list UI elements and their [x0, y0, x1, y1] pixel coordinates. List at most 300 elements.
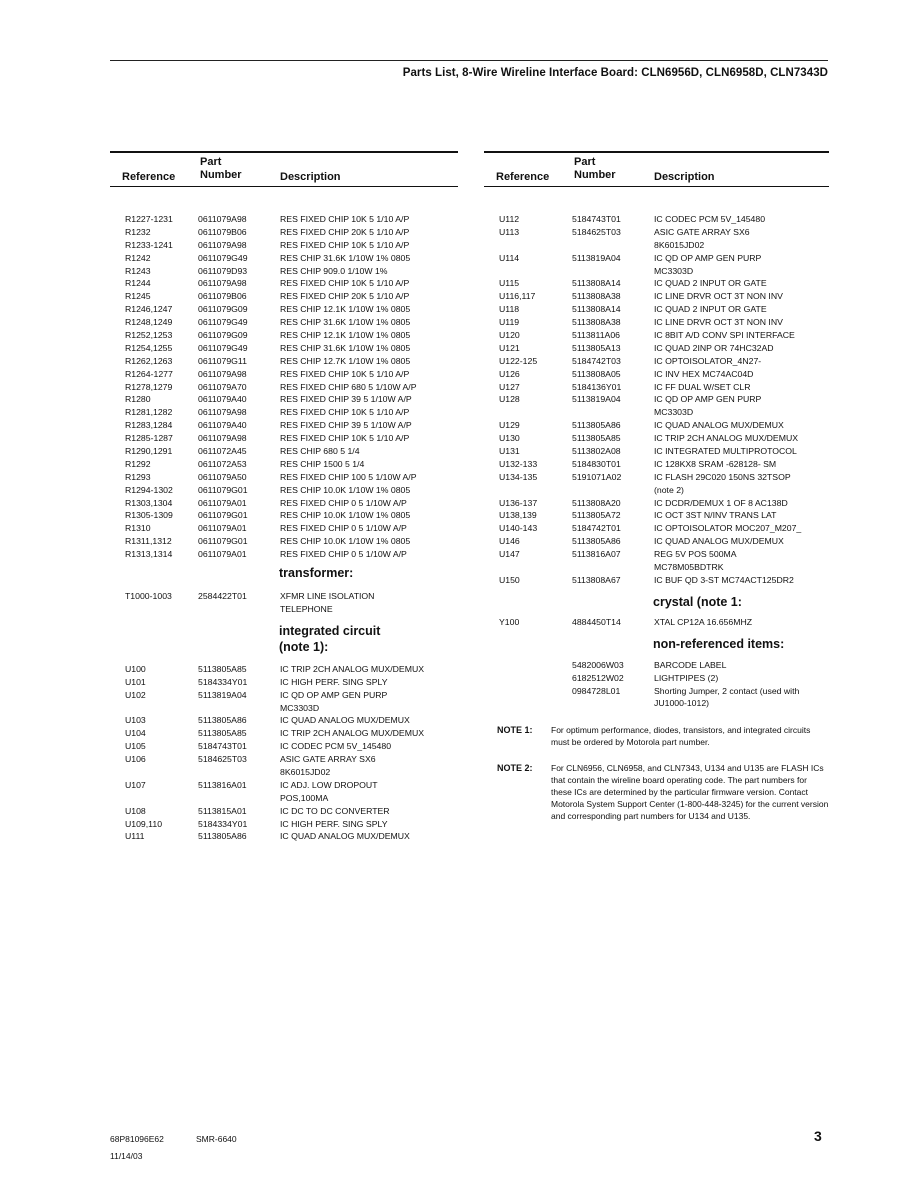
parts-row	[110, 497, 458, 510]
description-cell: RES CHIP 10.0K 1/10W 1% 0805	[280, 484, 411, 495]
footer-document-number: 68P81096E62	[110, 1134, 164, 1144]
description-cell: IC CODEC PCM 5V_145480	[280, 741, 392, 752]
description-cell: IC FLASH 29C020 150NS 32TSOP	[654, 471, 791, 482]
reference-cell: R1285-1287	[125, 433, 173, 444]
part-number-cell: 0611079A01	[198, 523, 247, 534]
reference-cell: U107	[125, 779, 146, 790]
resistor-list	[110, 213, 458, 561]
part-number-cell: 0611079A01	[198, 549, 247, 560]
description-cell: MC3303D	[654, 407, 694, 418]
parts-row	[484, 432, 829, 445]
reference-cell: R1283,1284	[125, 420, 173, 431]
column-header-rule-bottom	[110, 186, 458, 187]
part-number-cell: 5113819A04	[572, 252, 621, 263]
description-cell: IC INV HEX MC74AC04D	[654, 368, 754, 379]
parts-row	[110, 252, 458, 265]
part-number-cell: 5113808A67	[572, 574, 621, 585]
reference-cell: U127	[499, 381, 520, 392]
reference-cell: U104	[125, 728, 146, 739]
reference-cell: U115	[499, 278, 520, 289]
note-2	[484, 762, 829, 822]
note-1	[484, 724, 829, 748]
description-cell: IC QD OP AMP GEN PURP	[280, 689, 388, 700]
description-cell: IC HIGH PERF. SING SPLY	[280, 676, 388, 687]
reference-cell: Y100	[499, 616, 520, 627]
parts-row	[110, 393, 458, 406]
reference-cell: R1242	[125, 252, 151, 263]
parts-row	[110, 368, 458, 381]
part-number-cell: 0611079A98	[198, 278, 247, 289]
description-cell: IC QD OP AMP GEN PURP	[654, 252, 762, 263]
part-number-cell: 0611072A53	[198, 458, 247, 469]
reference-cell: U126	[499, 368, 520, 379]
part-number-cell: 5113805A13	[572, 342, 621, 353]
part-number-cell: 5113811A06	[572, 330, 620, 341]
note-1-text: For optimum performance, diodes, transistors, and integrated circuits must be ordered by Motorola part number.	[551, 725, 811, 748]
part-number-cell: 0611079G01	[198, 484, 248, 495]
parts-row	[110, 830, 458, 843]
description-cell: REG 5V POS 500MA	[654, 549, 737, 560]
description-cell: RES CHIP 31.6K 1/10W 1% 0805	[280, 317, 411, 328]
description-cell: RES FIXED CHIP 10K 5 1/10 A/P	[280, 239, 410, 250]
description-cell: IC TRIP 2CH ANALOG MUX/DEMUX	[280, 663, 425, 674]
part-number-cell: 5113805A85	[198, 728, 247, 739]
reference-cell: R1305-1309	[125, 510, 173, 521]
description-cell: 8K6015JD02	[654, 239, 705, 250]
description-cell: TELEPHONE	[280, 603, 333, 614]
parts-row	[110, 316, 458, 329]
parts-row	[484, 419, 829, 432]
part-number-cell: 0611079D93	[198, 265, 248, 276]
part-number-cell: 5113808A38	[572, 291, 621, 302]
parts-row	[484, 672, 829, 685]
description-cell: IC LINE DRVR OCT 3T NON INV	[654, 291, 783, 302]
description-cell: IC INTEGRATED MULTIPROTOCOL	[654, 446, 797, 457]
parts-row	[484, 497, 829, 510]
part-number-cell: 5113805A86	[198, 715, 247, 726]
parts-row	[110, 702, 458, 715]
description-cell: IC OPTOISOLATOR MOC207_M207_	[654, 523, 802, 534]
parts-row	[484, 659, 829, 672]
description-cell: RES FIXED CHIP 10K 5 1/10 A/P	[280, 214, 410, 224]
parts-row	[110, 432, 458, 445]
description-cell: RES CHIP 31.6K 1/10W 1% 0805	[280, 252, 411, 263]
reference-cell: U113	[499, 226, 520, 237]
parts-row	[484, 685, 829, 698]
left-parts-column	[110, 151, 458, 843]
header-description: Description	[654, 171, 715, 183]
description-cell: RES CHIP 10.0K 1/10W 1% 0805	[280, 510, 411, 521]
part-number-cell: 5113805A85	[572, 433, 621, 444]
reference-cell: U102	[125, 689, 146, 700]
parts-row	[110, 290, 458, 303]
part-number-cell: 5113808A14	[572, 278, 621, 289]
parts-row	[110, 419, 458, 432]
reference-cell: R1252,1253	[125, 330, 173, 341]
parts-row	[484, 342, 829, 355]
part-number-cell: 5482006W03	[572, 659, 624, 670]
reference-cell: U130	[499, 433, 520, 444]
reference-cell: U147	[499, 549, 520, 560]
reference-cell: U108	[125, 805, 146, 816]
header-part-number: Part Number	[574, 156, 616, 181]
part-number-cell: 5113808A14	[572, 304, 621, 315]
part-number-cell: 5113816A07	[572, 549, 621, 560]
parts-row	[110, 381, 458, 394]
description-cell: (note 2)	[654, 484, 684, 495]
part-number-cell: 4884450T14	[572, 616, 621, 627]
parts-row	[484, 290, 829, 303]
reference-cell: R1254,1255	[125, 342, 173, 353]
description-cell: IC BUF QD 3-ST MC74ACT125DR2	[654, 574, 794, 585]
parts-row	[110, 779, 458, 792]
description-cell: IC TRIP 2CH ANALOG MUX/DEMUX	[280, 728, 425, 739]
part-number-cell: 0611079G01	[198, 510, 248, 521]
part-number-cell: 0611079A50	[198, 471, 247, 482]
reference-cell: U140-143	[499, 523, 538, 534]
page-number: 3	[814, 1128, 822, 1144]
parts-row	[110, 766, 458, 779]
part-number-cell: 0611079G49	[198, 317, 248, 328]
parts-row	[484, 471, 829, 484]
parts-row	[110, 329, 458, 342]
reference-cell: R1245	[125, 291, 151, 302]
description-cell: IC QUAD ANALOG MUX/DEMUX	[280, 715, 410, 726]
description-cell: RES CHIP 12.1K 1/10W 1% 0805	[280, 330, 411, 341]
parts-row	[110, 590, 458, 603]
part-number-cell: 5184743T01	[572, 214, 621, 224]
part-number-cell: 0611079G49	[198, 252, 248, 263]
description-cell: XTAL CP12A 16.656MHZ	[654, 616, 753, 627]
part-number-cell: 0611079A40	[198, 420, 247, 431]
crystal-list	[484, 616, 829, 629]
parts-row	[484, 458, 829, 471]
parts-row	[484, 535, 829, 548]
part-number-cell: 5184743T01	[198, 741, 247, 752]
parts-row	[110, 355, 458, 368]
reference-cell: U119	[499, 317, 520, 328]
description-cell: IC QUAD 2 INPUT OR GATE	[654, 278, 767, 289]
part-number-cell: 0611079G09	[198, 330, 248, 341]
description-cell: ASIC GATE ARRAY SX6	[654, 226, 750, 237]
reference-cell: U116,117	[499, 291, 536, 302]
part-number-cell: 0611079A98	[198, 239, 247, 250]
reference-cell: U106	[125, 754, 146, 765]
description-cell: POS,100MA	[280, 792, 329, 803]
reference-cell: U101	[125, 676, 146, 687]
note-2-label: NOTE 2:	[497, 763, 533, 774]
ic-list-continued	[484, 213, 829, 587]
part-number-cell: 5113805A86	[572, 536, 621, 547]
reference-cell: R1233-1241	[125, 239, 173, 250]
reference-cell: U131	[499, 446, 520, 457]
header-description: Description	[280, 171, 341, 183]
part-number-cell: 0611079A40	[198, 394, 247, 405]
header-reference: Reference	[496, 171, 550, 183]
part-number-cell: 6182512W02	[572, 672, 624, 683]
reference-cell: U132-133	[499, 458, 538, 469]
reference-cell: U122-125	[499, 355, 538, 366]
parts-row	[110, 342, 458, 355]
description-cell: RES CHIP 680 5 1/4	[280, 446, 360, 457]
parts-row	[110, 689, 458, 702]
reference-cell: R1248,1249	[125, 317, 173, 328]
part-number-cell: 0611079A98	[198, 407, 247, 418]
header-reference: Reference	[122, 171, 176, 183]
section-integrated-circuit: integrated circuit (note 1):	[279, 623, 381, 654]
section-non-referenced-items: non-referenced items:	[653, 636, 785, 651]
description-cell: IC HIGH PERF. SING SPLY	[280, 818, 388, 829]
reference-cell: U114	[499, 252, 520, 263]
description-cell: IC CODEC PCM 5V_145480	[654, 214, 766, 224]
parts-row	[110, 548, 458, 561]
part-number-cell: 0611079A98	[198, 214, 247, 224]
parts-row	[110, 714, 458, 727]
parts-row	[484, 368, 829, 381]
reference-cell: R1293	[125, 471, 151, 482]
description-cell: IC FF DUAL W/SET CLR	[654, 381, 751, 392]
description-cell: RES FIXED CHIP 10K 5 1/10 A/P	[280, 278, 410, 289]
reference-cell: U128	[499, 394, 520, 405]
parts-row	[484, 226, 829, 239]
reference-cell: R1243	[125, 265, 151, 276]
reference-cell: U118	[499, 304, 520, 315]
parts-row	[110, 471, 458, 484]
parts-row	[484, 616, 829, 629]
parts-row	[110, 509, 458, 522]
section-crystal: crystal (note 1:	[653, 594, 742, 609]
description-cell: IC TRIP 2CH ANALOG MUX/DEMUX	[654, 433, 799, 444]
part-number-cell: 5113808A38	[572, 317, 621, 328]
parts-row	[110, 805, 458, 818]
parts-row	[484, 393, 829, 406]
parts-row	[484, 355, 829, 368]
non-referenced-list	[484, 659, 829, 711]
description-cell: RES FIXED CHIP 0 5 1/10W A/P	[280, 549, 407, 560]
reference-cell: R1303,1304	[125, 497, 173, 508]
description-cell: IC QUAD ANALOG MUX/DEMUX	[654, 536, 784, 547]
description-cell: IC QUAD 2INP OR 74HC32AD	[654, 342, 774, 353]
top-rule	[110, 60, 828, 61]
reference-cell: R1281,1282	[125, 407, 173, 418]
parts-row	[484, 316, 829, 329]
reference-cell: R1244	[125, 278, 151, 289]
parts-row	[110, 226, 458, 239]
description-cell: Shorting Jumper, 2 contact (used with	[654, 685, 800, 696]
description-cell: RES FIXED CHIP 0 5 1/10W A/P	[280, 523, 407, 534]
parts-row	[484, 406, 829, 419]
description-cell: IC QUAD ANALOG MUX/DEMUX	[654, 420, 784, 431]
part-number-cell: 0611079A01	[198, 497, 247, 508]
reference-cell: R1262,1263	[125, 355, 173, 366]
transformer-list	[110, 590, 458, 616]
parts-row	[110, 727, 458, 740]
description-cell: BARCODE LABEL	[654, 659, 727, 670]
footer-smr-number: SMR-6640	[196, 1134, 237, 1144]
parts-row	[110, 445, 458, 458]
reference-cell: R1313,1314	[125, 549, 173, 560]
description-cell: RES CHIP 1500 5 1/4	[280, 458, 365, 469]
parts-row	[110, 213, 458, 226]
part-number-cell: 5184742T03	[572, 355, 621, 366]
description-cell: IC 8BIT A/D CONV SPI INTERFACE	[654, 330, 795, 341]
part-number-cell: 5191071A02	[572, 471, 622, 482]
description-cell: IC QUAD ANALOG MUX/DEMUX	[280, 831, 410, 842]
description-cell: RES FIXED CHIP 10K 5 1/10 A/P	[280, 407, 410, 418]
parts-row	[110, 753, 458, 766]
description-cell: MC78M05BDTRK	[654, 562, 724, 573]
description-cell: IC QUAD 2 INPUT OR GATE	[654, 304, 767, 315]
parts-row	[110, 522, 458, 535]
part-number-cell: 5113819A04	[572, 394, 621, 405]
description-cell: RES FIXED CHIP 10K 5 1/10 A/P	[280, 433, 410, 444]
right-parts-column	[484, 151, 829, 822]
parts-row	[484, 445, 829, 458]
part-number-cell: 0611079B06	[198, 226, 247, 237]
parts-row	[110, 663, 458, 676]
reference-cell: T1000-1003	[125, 591, 172, 602]
footer-date: 11/14/03	[110, 1151, 143, 1161]
column-header	[484, 153, 829, 186]
part-number-cell: 0611079G01	[198, 536, 248, 547]
parts-row	[484, 548, 829, 561]
part-number-cell: 5113816A01	[198, 779, 247, 790]
description-cell: IC ADJ. LOW DROPOUT	[280, 779, 378, 790]
reference-cell: U112	[499, 214, 520, 224]
reference-cell: R1246,1247	[125, 304, 173, 315]
description-cell: IC OPTOISOLATOR_4N27-	[654, 355, 762, 366]
description-cell: 8K6015JD02	[280, 766, 331, 777]
reference-cell: R1232	[125, 226, 151, 237]
reference-cell: U121	[499, 342, 520, 353]
part-number-cell: 5184136Y01	[572, 381, 622, 392]
part-number-cell: 0611079G49	[198, 342, 248, 353]
part-number-cell: 5113808A20	[572, 497, 621, 508]
parts-row	[110, 239, 458, 252]
description-cell: RES FIXED CHIP 20K 5 1/10 A/P	[280, 226, 410, 237]
description-cell: RES FIXED CHIP 0 5 1/10W A/P	[280, 497, 407, 508]
note-2-text: For CLN6956, CLN6958, and CLN7343, U134 and U135 are FLASH ICs that contain the wireline board operating code. The part numbers for these ICs are determined by the particular firmware version. Contact Motorola System Support Center (1-800-448-3245) for the current version and corresponding part numbers for U134 and U135.	[551, 763, 829, 822]
reference-cell: R1264-1277	[125, 368, 173, 379]
parts-row	[484, 277, 829, 290]
part-number-cell: 2584422T01	[198, 591, 247, 602]
description-cell: RES FIXED CHIP 100 5 1/10W A/P	[280, 471, 417, 482]
parts-row	[484, 265, 829, 278]
part-number-cell: 5184334Y01	[198, 676, 248, 687]
parts-row	[110, 458, 458, 471]
reference-cell: R1294-1302	[125, 484, 173, 495]
section-transformer: transformer:	[279, 566, 354, 581]
parts-row	[484, 213, 829, 226]
description-cell: RES FIXED CHIP 39 5 1/10W A/P	[280, 394, 412, 405]
reference-cell: R1292	[125, 458, 151, 469]
description-cell: MC3303D	[280, 702, 320, 713]
part-number-cell: 5113805A86	[572, 420, 621, 431]
description-cell: RES FIXED CHIP 20K 5 1/10 A/P	[280, 291, 410, 302]
reference-cell: U103	[125, 715, 146, 726]
description-cell: IC DCDR/DEMUX 1 OF 8 AC138D	[654, 497, 788, 508]
part-number-cell: 0611079A98	[198, 368, 247, 379]
parts-row	[484, 303, 829, 316]
reference-cell: U138,139	[499, 510, 537, 521]
description-cell: IC QD OP AMP GEN PURP	[654, 394, 762, 405]
parts-row	[484, 561, 829, 574]
column-header	[110, 153, 458, 186]
reference-cell: U129	[499, 420, 520, 431]
description-cell: IC LINE DRVR OCT 3T NON INV	[654, 317, 783, 328]
parts-row	[110, 265, 458, 278]
parts-row	[110, 406, 458, 419]
parts-row	[484, 522, 829, 535]
parts-row	[484, 239, 829, 252]
parts-row	[484, 252, 829, 265]
reference-cell: U146	[499, 536, 520, 547]
part-number-cell: 0611079G09	[198, 304, 248, 315]
parts-row	[110, 676, 458, 689]
description-cell: RES FIXED CHIP 10K 5 1/10 A/P	[280, 368, 410, 379]
reference-cell: U136-137	[499, 497, 538, 508]
part-number-cell: 0611079G11	[198, 355, 247, 366]
part-number-cell: 5113819A04	[198, 689, 247, 700]
parts-row	[110, 277, 458, 290]
description-cell: RES FIXED CHIP 39 5 1/10W A/P	[280, 420, 412, 431]
part-number-cell: 5113815A01	[198, 805, 247, 816]
parts-row	[484, 381, 829, 394]
description-cell: IC OCT 3ST N/INV TRANS LAT	[654, 510, 777, 521]
parts-row	[484, 329, 829, 342]
parts-row	[484, 509, 829, 522]
description-cell: IC 128KX8 SRAM -628128- SM	[654, 458, 777, 469]
description-cell: RES CHIP 10.0K 1/10W 1% 0805	[280, 536, 411, 547]
part-number-cell: 5113802A08	[572, 446, 621, 457]
reference-cell: R1227-1231	[125, 214, 173, 224]
reference-cell: R1278,1279	[125, 381, 173, 392]
description-cell: RES CHIP 909.0 1/10W 1%	[280, 265, 388, 276]
parts-row	[110, 792, 458, 805]
reference-cell: R1311,1312	[125, 536, 172, 547]
description-cell: LIGHTPIPES (2)	[654, 672, 719, 683]
part-number-cell: 5113805A72	[572, 510, 621, 521]
reference-cell: U100	[125, 663, 146, 674]
description-cell: JU1000-1012)	[654, 698, 710, 709]
parts-row	[484, 574, 829, 587]
description-cell: RES CHIP 12.1K 1/10W 1% 0805	[280, 304, 411, 315]
description-cell: MC3303D	[654, 265, 694, 276]
description-cell: ASIC GATE ARRAY SX6	[280, 754, 376, 765]
parts-row	[110, 818, 458, 831]
ic-list	[110, 663, 458, 843]
reference-cell: U109,110	[125, 818, 163, 829]
page-title: Parts List, 8-Wire Wireline Interface Board: CLN6956D, CLN6958D, CLN7343D	[402, 67, 828, 79]
parts-row	[110, 303, 458, 316]
part-number-cell: 0611079A98	[198, 433, 247, 444]
reference-cell: R1310	[125, 523, 151, 534]
reference-cell: R1290,1291	[125, 446, 173, 457]
description-cell: IC DC TO DC CONVERTER	[280, 805, 390, 816]
reference-cell: U120	[499, 330, 520, 341]
description-cell: RES FIXED CHIP 680 5 1/10W A/P	[280, 381, 417, 392]
part-number-cell: 5113808A05	[572, 368, 621, 379]
column-header-rule-bottom	[484, 186, 829, 187]
part-number-cell: 5113805A85	[198, 663, 247, 674]
part-number-cell: 5113805A86	[198, 831, 247, 842]
part-number-cell: 5184625T03	[198, 754, 247, 765]
part-number-cell: 5184334Y01	[198, 818, 248, 829]
parts-row	[484, 697, 829, 710]
reference-cell: U111	[125, 831, 145, 842]
part-number-cell: 0611079A70	[198, 381, 247, 392]
part-number-cell: 0611072A45	[198, 446, 247, 457]
